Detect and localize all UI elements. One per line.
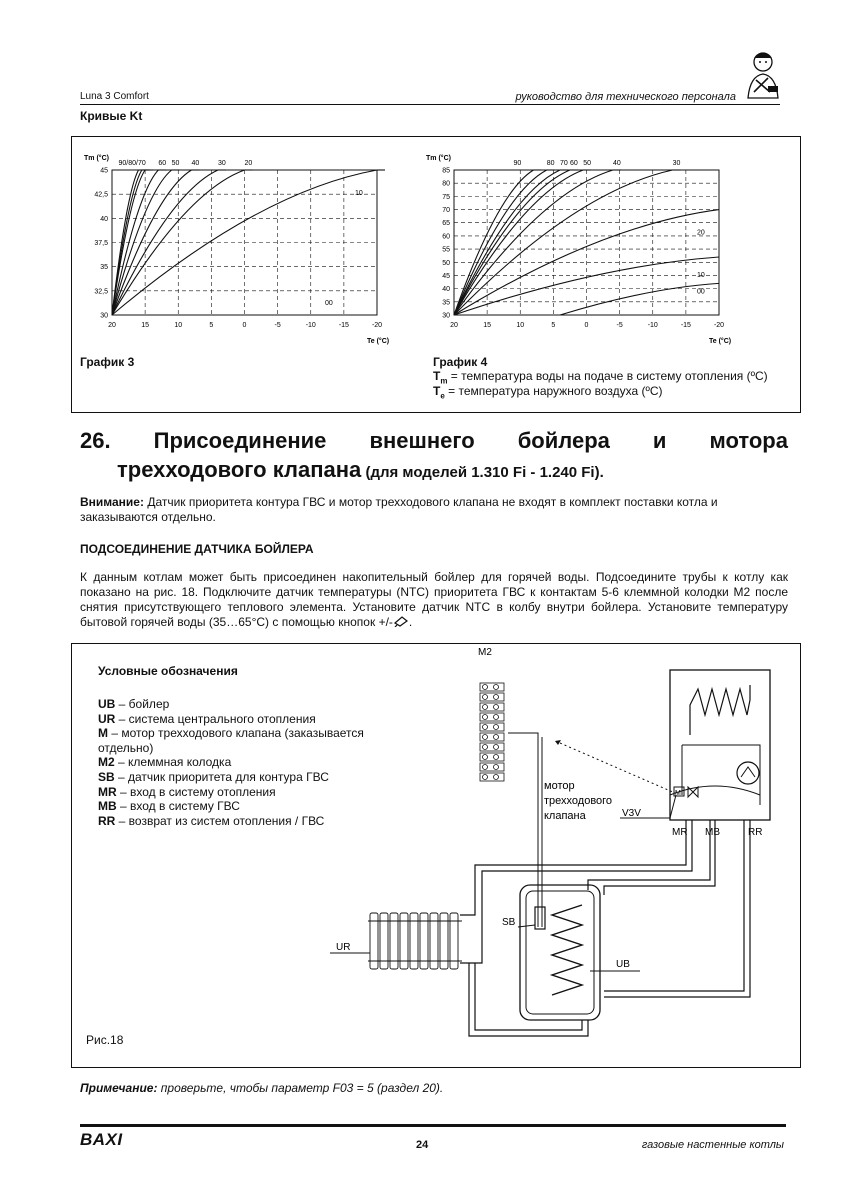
sb-label: SB xyxy=(502,917,516,928)
curve-label: 80 xyxy=(546,160,555,167)
motor-label-2: трехходового xyxy=(544,795,613,807)
ub-label: UB xyxy=(616,959,630,970)
legend-title: Условные обозначения xyxy=(98,664,238,678)
terminal-block xyxy=(480,683,504,781)
connection-diagram xyxy=(320,645,798,1045)
y-tick-label: 80 xyxy=(442,180,450,188)
x-axis-label: Te (°C) xyxy=(709,338,732,345)
y-tick-label: 45 xyxy=(100,167,108,175)
series-line-30 xyxy=(454,170,673,315)
baxi-logo: BAXI xyxy=(80,1130,123,1149)
page-number: 24 xyxy=(416,1139,429,1151)
section-26-heading: 26. Присоединение внешнего бойлера и мотора трехходового клапана (для моделей 1.310 Fi - 1.240 Fi). xyxy=(80,428,788,482)
x-tick-label: 0 xyxy=(584,322,589,329)
y-tick-label: 35 xyxy=(442,299,450,307)
legend-item: UB – бойлер xyxy=(98,697,170,711)
y-tick-label: 45 xyxy=(442,272,450,280)
x-tick-label: 0 xyxy=(242,322,247,329)
footer-rule xyxy=(80,1124,786,1127)
x-tick-label: -5 xyxy=(274,322,281,329)
note-paragraph: Примечание: проверьте, чтобы параметр F03 = 5 (раздел 20). xyxy=(80,1081,444,1095)
y-tick-label: 30 xyxy=(100,312,108,320)
reset-button-icon xyxy=(393,615,409,627)
warning-paragraph: Внимание: Датчик приоритета контура ГВС и мотор трехходового клапана не входят в комплект поставки котла и заказываются отдельно. xyxy=(80,495,718,524)
header-rule xyxy=(80,104,780,105)
x-tick-label: -5 xyxy=(616,322,623,329)
curve-label: 60 xyxy=(569,160,578,167)
section-title: Кривые Kt xyxy=(80,109,143,123)
curve-label: 50 xyxy=(171,160,180,167)
series-line-80 xyxy=(454,170,547,315)
y-tick-label: 60 xyxy=(442,233,450,241)
x-axis-label: Te (°C) xyxy=(367,338,390,345)
heat-exchanger xyxy=(690,685,750,735)
tm-definition: $T_m$ = температура воды на подаче в систему отопления (ºC) xyxy=(433,369,768,386)
radiator xyxy=(368,913,462,969)
model-name: Luna 3 Comfort xyxy=(80,91,149,102)
curve-label: 20 xyxy=(697,229,705,237)
x-tick-label: -20 xyxy=(713,322,725,329)
m2-label: M2 xyxy=(478,647,492,658)
footer-product: газовые настенные котлы xyxy=(641,1139,784,1151)
mr-pipe xyxy=(460,820,686,915)
x-tick-label: -20 xyxy=(371,322,383,329)
rr-label: RR xyxy=(748,827,763,838)
y-tick-label: 40 xyxy=(100,215,108,223)
subheading: ПОДСОЕДИНЕНИЕ ДАТЧИКА БОЙЛЕРА xyxy=(80,542,314,556)
curve-label: 60 xyxy=(158,160,167,167)
pump-icon xyxy=(737,762,759,784)
te-definition: $T_e$ = температура наружного воздуха (ºC) xyxy=(433,384,663,401)
curve-label: 40 xyxy=(191,160,200,167)
curve-label: 40 xyxy=(613,160,621,167)
legend-item: SB – датчик приоритета для контура ГВС xyxy=(98,769,329,784)
coil xyxy=(552,905,582,995)
y-axis-label: Tm (°C) xyxy=(84,155,109,162)
rr-pipe xyxy=(604,820,750,997)
x-tick-label: -10 xyxy=(305,322,316,329)
curve-label: 90 xyxy=(513,160,522,167)
y-tick-label: 70 xyxy=(442,207,450,215)
technician-logo-icon xyxy=(742,46,784,100)
legend-item: MB – вход в систему ГВС xyxy=(98,799,240,814)
y-tick-label: 32,5 xyxy=(94,288,108,296)
curve-label: 10 xyxy=(697,272,705,279)
x-tick-label: 15 xyxy=(141,322,150,329)
legend-item: RR – возврат из систем отопления / ГВС xyxy=(98,813,325,828)
curve-label: 30 xyxy=(672,160,681,167)
x-tick-label: -15 xyxy=(338,322,349,329)
body-paragraph: К данным котлам может быть присоединен накопительный бойлер для горячей воды. Подсоедините трубы к котлу как показано на рис. 18. Подключите датчик температуры (NTC) приоритета ГВС к контактам 5-6 клеммной колодки М2 после снятия присутствующего теплового элемента. Установите датчик NTC в колбу внутри бойлера. Установите температуру бытовой горячей воды (35…65°C) с помощью кнопок +/- . xyxy=(80,570,788,629)
x-tick-label: 5 xyxy=(551,322,556,329)
y-tick-label: 40 xyxy=(442,286,450,294)
y-tick-label: 55 xyxy=(442,246,450,254)
manual-type: руководство для технического персонала xyxy=(515,91,736,103)
series-line-50 xyxy=(454,170,583,315)
legend-item: MR – вход в систему отопления xyxy=(98,784,276,799)
motor-label-1: мотор xyxy=(544,780,575,792)
mr-label: MR xyxy=(672,827,688,838)
svg-text:M: M xyxy=(675,790,681,797)
ur-label: UR xyxy=(336,942,351,953)
y-tick-label: 30 xyxy=(442,312,450,320)
figure-caption: Рис.18 xyxy=(86,1033,124,1047)
x-tick-label: -10 xyxy=(647,322,658,329)
y-tick-label: 37,5 xyxy=(94,240,108,247)
x-tick-label: 20 xyxy=(108,322,116,329)
curve-label: 10 xyxy=(355,190,363,197)
y-axis-label: Tm (°C) xyxy=(426,155,451,162)
curve-label: 90/80/70 xyxy=(118,160,146,167)
mb-label: MB xyxy=(705,827,720,838)
graph-4-caption: График 4 xyxy=(433,355,488,369)
y-tick-label: 65 xyxy=(442,220,450,228)
y-tick-label: 50 xyxy=(442,259,450,267)
curve-label: 20 xyxy=(244,160,253,167)
legend-item: UR – система центрального отопления xyxy=(98,711,316,726)
y-tick-label: 85 xyxy=(442,167,450,175)
x-tick-label: 5 xyxy=(209,322,214,329)
curve-label: 50 xyxy=(583,160,591,167)
series-line-00 xyxy=(560,283,719,315)
y-tick-label: 75 xyxy=(442,193,450,201)
y-tick-label: 35 xyxy=(100,264,108,272)
curve-label: 70 xyxy=(560,160,568,167)
graph-3-caption: График 3 xyxy=(80,355,135,369)
sb-sensor xyxy=(535,907,545,929)
chart-graph-4 xyxy=(424,146,734,346)
v3v-label: V3V xyxy=(622,808,641,819)
legend-item: M2 – клеммная колодка xyxy=(98,755,232,770)
curve-label: 00 xyxy=(325,300,333,307)
x-tick-label: 20 xyxy=(450,322,458,329)
motor-label-3: клапана xyxy=(544,810,586,822)
curve-label: 00 xyxy=(697,288,705,296)
x-tick-label: -15 xyxy=(680,322,691,329)
x-tick-label: 10 xyxy=(516,322,525,329)
chart-graph-3 xyxy=(82,146,392,346)
curve-label: 30 xyxy=(218,160,226,167)
x-tick-label: 10 xyxy=(174,322,183,329)
x-tick-label: 15 xyxy=(483,322,492,329)
legend-item: M – мотор трехходового клапана (заказывается отдельно) xyxy=(98,726,364,755)
y-tick-label: 42,5 xyxy=(94,191,108,199)
